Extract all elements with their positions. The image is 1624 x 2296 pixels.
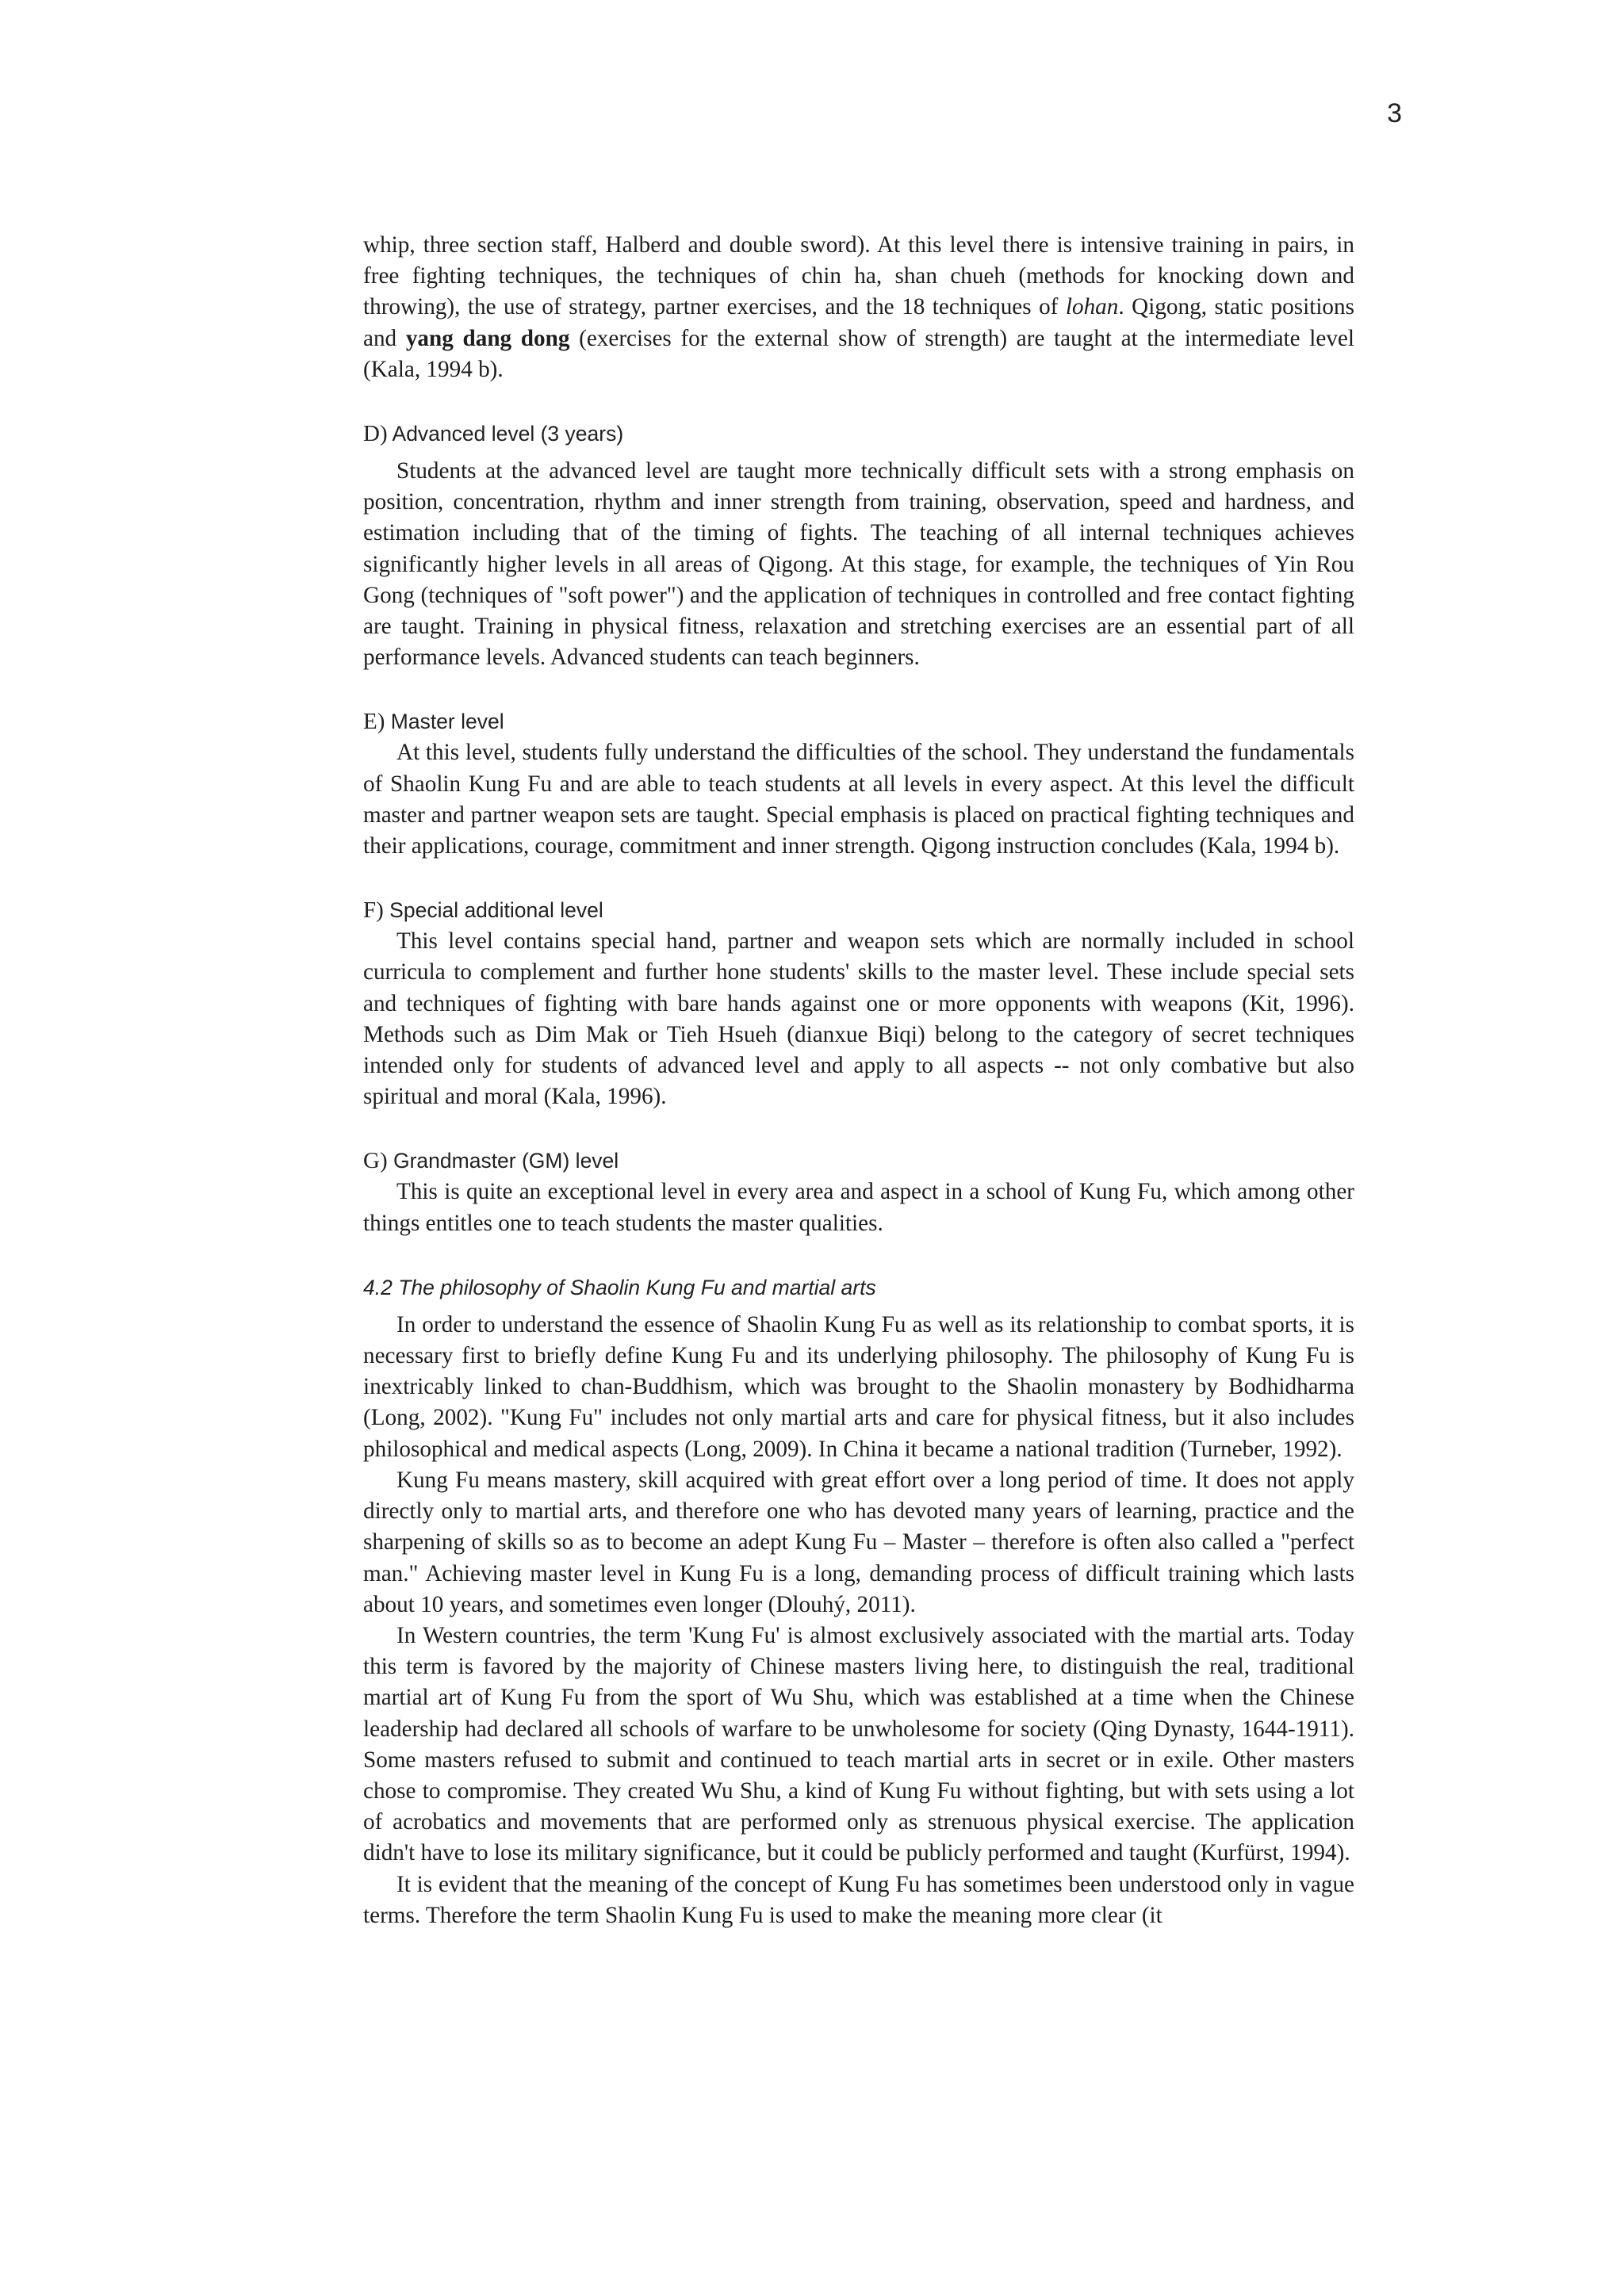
document-body xyxy=(363,230,1354,1931)
philosophy-paragraph-3: In Western countries, the term 'Kung Fu' is almost exclusively associated with the martial arts. Today this term is favored by the majority of Chinese masters living here, to distinguish the real, traditional martial art of Kung Fu from the sport of Wu Shu, which was established at a time when the Chinese leadership had declared all schools of warfare to be unwholesome for society (Qing Dynasty, 1644-1911). Some masters refused to submit and continued to teach martial arts in secret or in exile. Other masters chose to compromise. They created Wu Shu, a kind of Kung Fu without fighting, but with sets using a lot of acrobatics and movements that are performed only as strenuous physical exercise. The application didn't have to lose its military significance, but it could be publicly performed and taught (Kurfürst, 1994). xyxy=(363,1622,1354,1866)
master-level-paragraph: At this level, students fully understand the difficulties of the school. They understand the fundamentals of Shaolin Kung Fu and are able to teach students at all levels in every aspect. At this level the difficult master and partner weapon sets are taught. Special emphasis is placed on practical fighting techniques and their applications, courage, commitment and inner strength. Qigong instruction concludes (Kala, 1994 b). xyxy=(363,740,1354,859)
intro-text-3: (exercises for the external show of strength) are taught at the intermediate level (Kala, 1994 b). xyxy=(363,325,1354,382)
philosophy-paragraph-2: Kung Fu means mastery, skill acquired with great effort over a long period of time. It does not apply directly only to martial arts, and therefore one who has devoted many years of learning, practice and the sharpening of skills so as to become an adept Kung Fu – Master – therefore is often also called a "perfect man." Achieving master level in Kung Fu is a long, demanding process of difficult training which lasts about 10 years, and sometimes even longer (Dlouhý, 2011). xyxy=(363,1467,1354,1617)
page-number: 3 xyxy=(1387,98,1402,128)
special-level-paragraph: This level contains special hand, partner and weapon sets which are normally included in school curricula to complement and further hone students' skills to the master level. These include special sets and techniques of fighting with bare hands against one or more opponents with weapons (Kit, 1996). Methods such as Dim Mak or Tieh Hsueh (dianxue Biqi) belong to the category of secret techniques intended only for students of advanced level and apply to all aspects -- not only combative but also spiritual and moral (Kala, 1996). xyxy=(363,928,1354,1110)
advanced-level-prefix: D) xyxy=(363,421,388,447)
special-level-prefix: F) xyxy=(363,897,384,924)
philosophy-section-heading: 4.2 The philosophy of Shaolin Kung Fu and martial arts xyxy=(363,1275,876,1299)
advanced-level-paragraph: Students at the advanced level are taught more technically difficult sets with a strong emphasis on position, concentration, rhythm and inner strength from training, observation, speed and hardness, and estimation including that of the timing of fights. The teaching of all internal techniques achieves significantly higher levels in all areas of Qigong. At this stage, for example, the techniques of Yin Rou Gong (techniques of "soft power") and the application of techniques in controlled and free contact fighting are taught. Training in physical fitness, relaxation and stretching exercises are an essential part of all performance levels. Advanced students can teach beginners. xyxy=(363,458,1354,671)
special-level-title: Special additional level xyxy=(389,898,603,923)
intro-text-2: . Qigong, static positions and xyxy=(363,294,1354,351)
grandmaster-level-heading xyxy=(363,1146,1354,1177)
master-level-prefix: E) xyxy=(363,709,385,735)
philosophy-paragraph-4: It is evident that the meaning of the concept of Kung Fu has sometimes been understood only in vague terms. Therefore the term Shaolin Kung Fu is used to make the meaning more clear (it xyxy=(363,1871,1354,1928)
grandmaster-level-prefix: G) xyxy=(363,1148,388,1174)
philosophy-paragraph-1: In order to understand the essence of Shaolin Kung Fu as well as its relationship to combat sports, it is necessary first to briefly define Kung Fu and its underlying philosophy. The philosophy of Kung Fu is inextricably linked to chan-Buddhism, which was brought to the Shaolin monastery by Bodhidharma (Long, 2002). "Kung Fu" includes not only martial arts and care for physical fitness, but it also includes philosophical and medical aspects (Long, 2009). In China it became a national tradition (Turneber, 1992). xyxy=(363,1311,1354,1462)
advanced-level-title: Advanced level (3 years) xyxy=(392,422,624,446)
intro-term-yang-dang-dong: yang dang dong xyxy=(405,325,570,351)
intro-term-lohan: lohan xyxy=(1065,294,1119,320)
intro-text-1: whip, three section staff, Halberd and double sword). At this level there is intensive training in pairs, in free fighting techniques, the techniques of chin ha, shan chueh (methods for knocking down and throwing), the use of strategy, partner exercises, and the 18 techniques of xyxy=(363,232,1354,320)
master-level-title: Master level xyxy=(390,710,504,734)
grandmaster-level-title: Grandmaster (GM) level xyxy=(393,1149,619,1173)
intro-paragraph xyxy=(363,230,1354,385)
grandmaster-level-paragraph: This is quite an exceptional level in every area and aspect in a school of Kung Fu, which among other things entitles one to teach students the master qualities. xyxy=(363,1179,1354,1236)
special-level-heading xyxy=(363,895,1354,926)
advanced-level-heading xyxy=(363,419,1354,450)
master-level-heading xyxy=(363,706,1354,737)
